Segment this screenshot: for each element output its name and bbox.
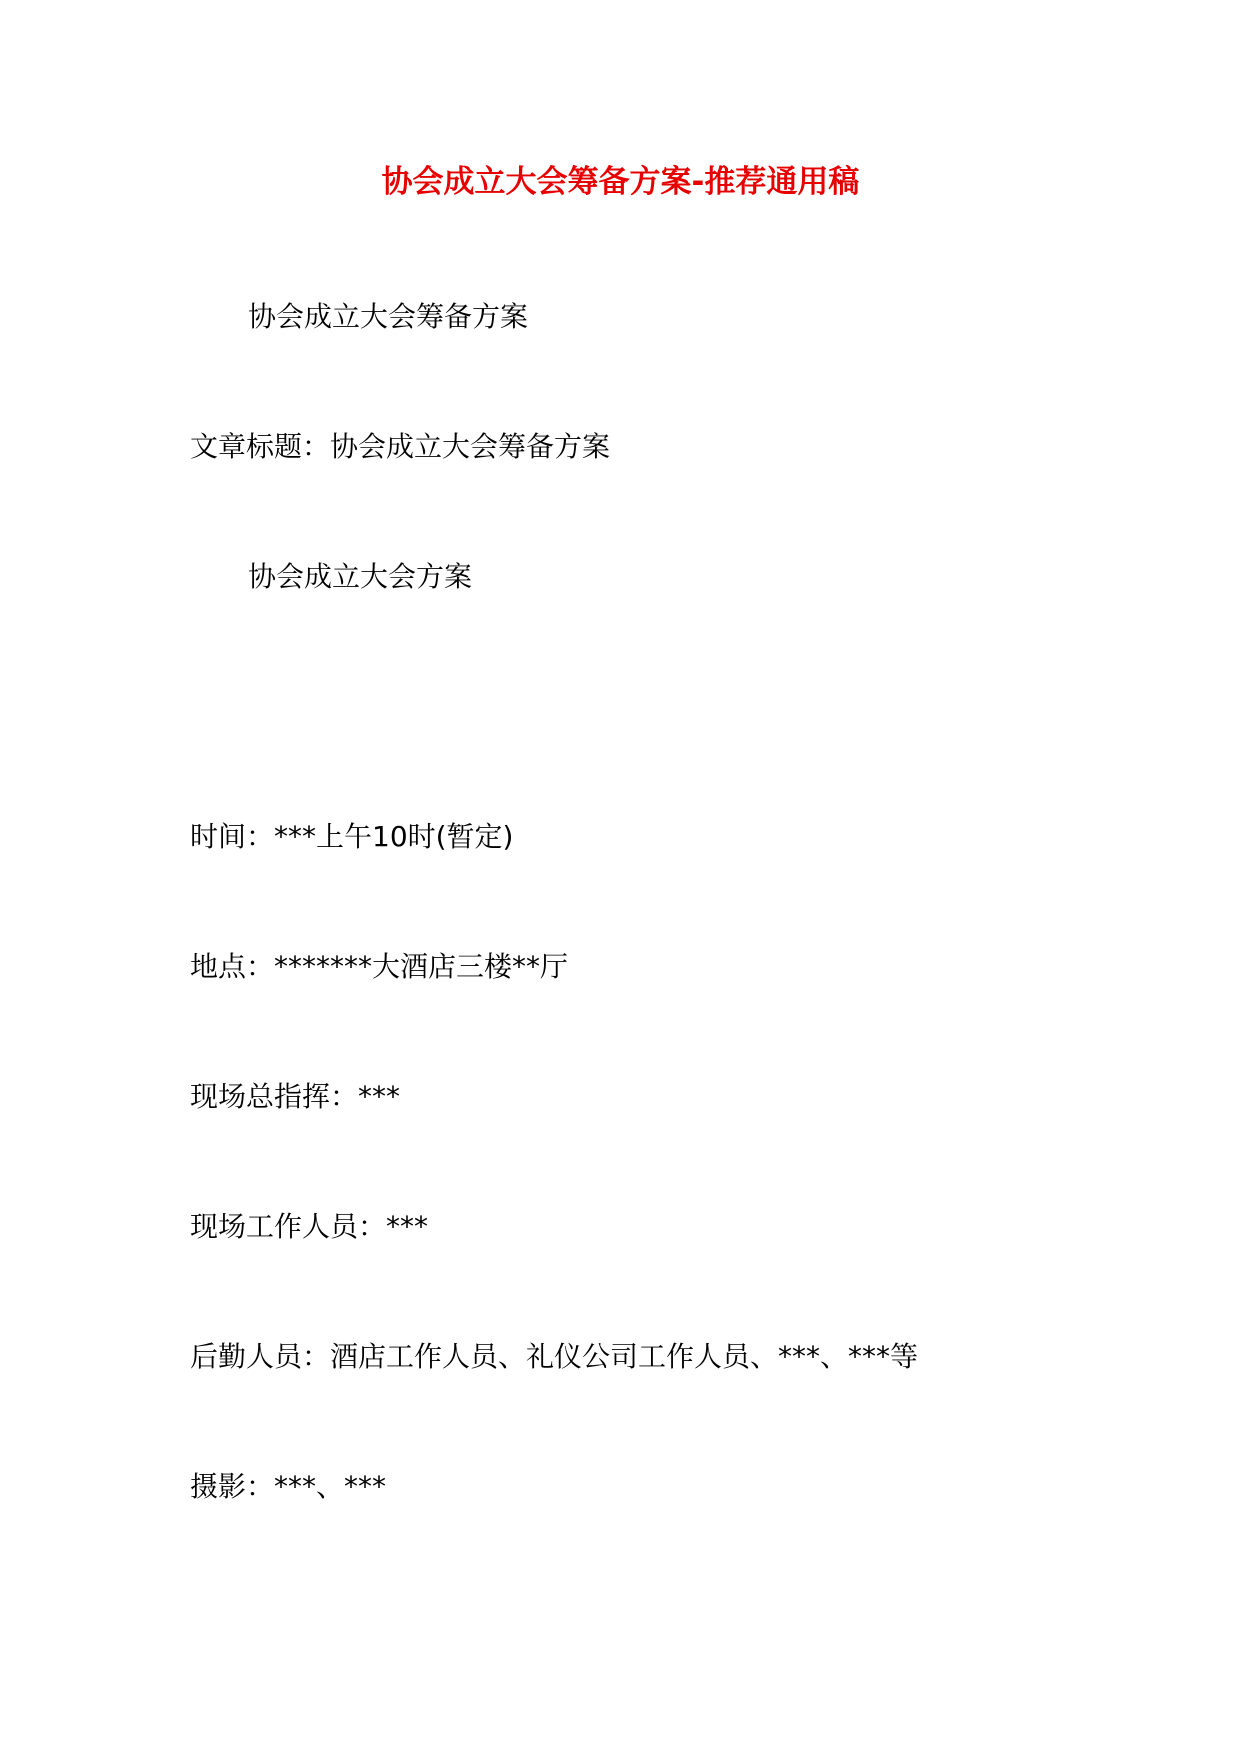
photography-paragraph: 摄影：***、***	[190, 1470, 387, 1503]
subtitle-paragraph: 协会成立大会筹备方案	[248, 300, 529, 333]
location-paragraph: 地点：*******大酒店三楼**厅	[190, 950, 569, 983]
chief-commander-paragraph: 现场总指挥：***	[190, 1080, 401, 1113]
time-paragraph: 时间：***上午10时(暂定)	[190, 820, 514, 853]
logistics-staff-paragraph: 后勤人员：酒店工作人员、礼仪公司工作人员、***、***等	[190, 1340, 919, 1373]
article-title-paragraph: 文章标题：协会成立大会筹备方案	[190, 430, 611, 463]
document-title: 协会成立大会筹备方案-推荐通用稿	[381, 164, 860, 200]
onsite-staff-paragraph: 现场工作人员：***	[190, 1210, 429, 1243]
plan-heading-paragraph: 协会成立大会方案	[248, 560, 473, 593]
